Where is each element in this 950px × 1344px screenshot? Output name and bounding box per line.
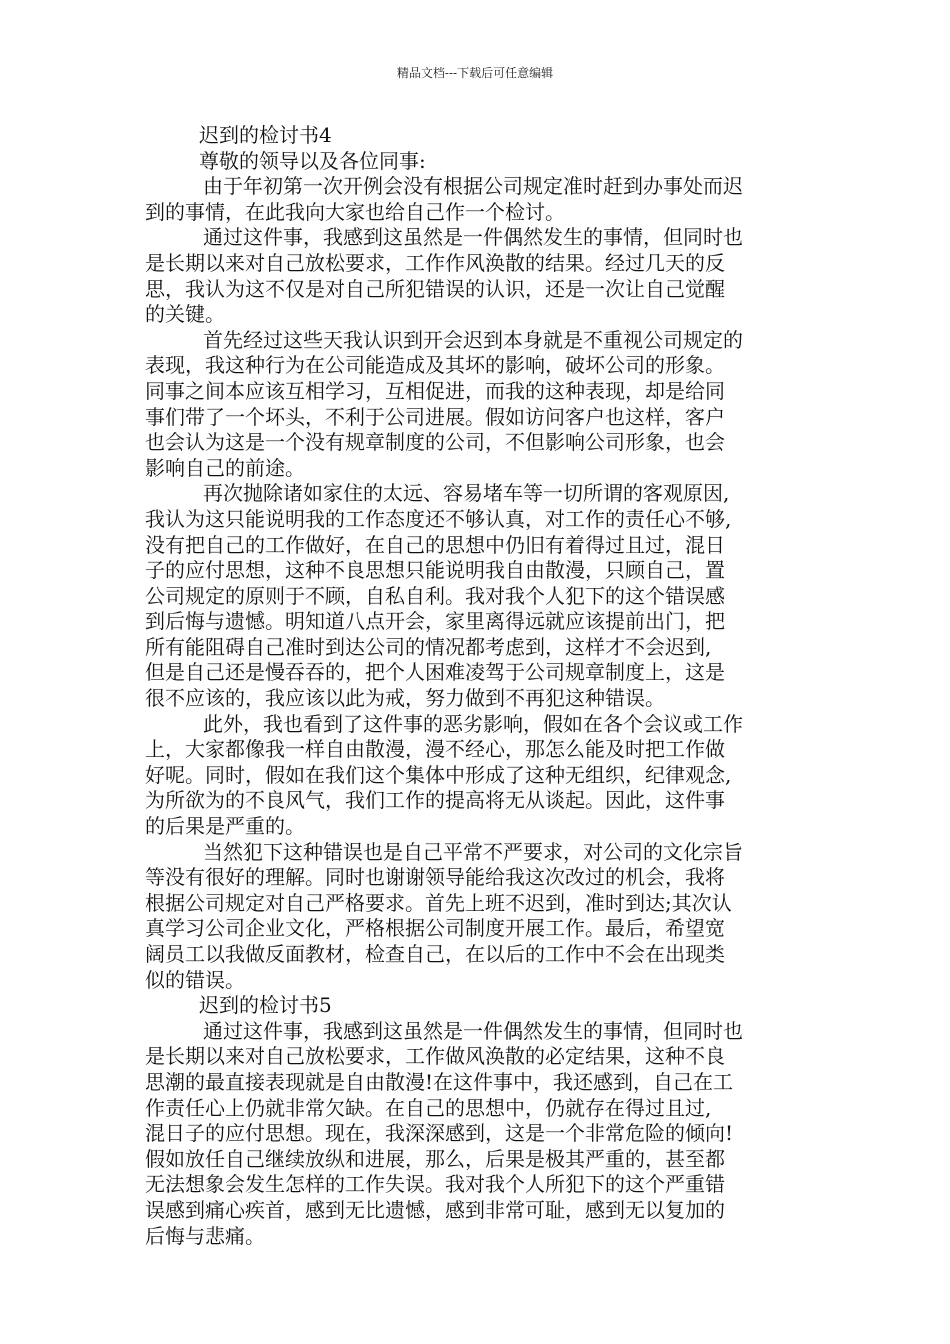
- body-text-line: 但是自己还是慢吞吞的，把个人困难凌驾于公司规章制度上，这是: [145, 660, 725, 685]
- page-header-watermark: 精品文档---下载后可任意编辑: [396, 66, 554, 80]
- body-text-line: 作责任心上仍就非常欠缺。在自己的思想中，仍就存在得过且过,: [145, 1095, 712, 1120]
- document-body: [145, 123, 810, 1249]
- body-text-line: 同事之间本应该互相学习，互相促进，而我的这种表现，却是给同: [145, 378, 725, 403]
- body-text-line: 根据公司规定对自己严格要求。首先上班不迟到，准时到达;其次认: [145, 890, 732, 915]
- body-text-line: 思潮的最直接表现就是自由散漫!在这件事中，我还感到，自己在工: [145, 1069, 734, 1094]
- body-text-line: 混日子的应付思想。现在，我深深感到，这是一个非常危险的倾向!: [145, 1121, 734, 1146]
- body-text-line: 也会认为这是一个没有规章制度的公司，不但影响公司形象，也会: [145, 430, 725, 455]
- body-text-line: 好呢。同时，假如在我们这个集体中形成了这种无组织，纪律观念,: [145, 762, 732, 787]
- body-text-line: 到的事情，在此我向大家也给自己作一个检讨。: [145, 199, 565, 224]
- body-text-line: 的关键。: [145, 302, 225, 327]
- body-text-line: 没有把自己的工作做好，在自己的思想中仍旧有着得过且过，混日: [145, 532, 725, 557]
- section-heading-line: 尊敬的领导以及各位同事:: [199, 148, 426, 173]
- body-text-line: 的后果是严重的。: [145, 814, 305, 839]
- body-text-line: 到后悔与遗憾。明知道八点开会，家里离得远就应该提前出门，把: [145, 609, 725, 634]
- body-text-line: 无法想象会发生怎样的工作失误。我对我个人所犯下的这个严重错: [145, 1172, 725, 1197]
- body-text-line: 后悔与悲痛。: [145, 1223, 265, 1248]
- body-text-line: 真学习公司企业文化，严格根据公司制度开展工作。最后，希望宽: [145, 916, 725, 941]
- body-text-line: 通过这件事，我感到这虽然是一件偶然发生的事情，但同时也: [203, 1018, 743, 1043]
- body-text-line: 表现，我这种行为在公司能造成及其坏的影响，破坏公司的形象。: [145, 353, 725, 378]
- body-text-line: 通过这件事，我感到这虽然是一件偶然发生的事情，但同时也: [203, 225, 743, 250]
- section-heading-line: 迟到的检讨书5: [199, 993, 332, 1018]
- body-text-line: 当然犯下这种错误也是自己平常不严要求，对公司的文化宗旨: [203, 839, 743, 864]
- section-heading-line: 迟到的检讨书4: [199, 123, 332, 147]
- body-text-line: 事们带了一个坏头，不利于公司进展。假如访问客户也这样，客户: [145, 404, 725, 429]
- body-text-line: 再次抛除诸如家住的太远、容易堵车等一切所谓的客观原因,: [203, 481, 730, 506]
- body-text-line: 误感到痛心疾首，感到无比遗憾，感到非常可耻，感到无以复加的: [145, 1197, 725, 1222]
- body-text-line: 我认为这只能说明我的工作态度还不够认真，对工作的责任心不够,: [145, 506, 732, 531]
- body-text-line: 公司规定的原则于不顾，自私自利。我对我个人犯下的这个错误感: [145, 583, 725, 608]
- body-text-line: 思，我认为这不仅是对自己所犯错误的认识，还是一次让自己觉醒: [145, 276, 725, 301]
- body-text-line: 此外，我也看到了这件事的恶劣影响，假如在各个会议或工作: [203, 711, 743, 736]
- body-text-line: 很不应该的，我应该以此为戒，努力做到不再犯这种错误。: [145, 686, 665, 711]
- body-text-line: 似的错误。: [145, 967, 245, 992]
- body-text-line: 阔员工以我做反面教材，检查自己，在以后的工作中不会在出现类: [145, 942, 725, 966]
- body-text-line: 子的应付思想，这种不良思想只能说明我自由散漫，只顾自己，置: [145, 558, 725, 583]
- body-text-line: 是长期以来对自己放松要求，工作做风涣散的必定结果，这种不良: [145, 1044, 725, 1069]
- body-text-line: 所有能阻碍自己准时到达公司的情况都考虑到，这样才不会迟到,: [145, 634, 712, 659]
- body-text-line: 首先经过这些天我认识到开会迟到本身就是不重视公司规定的: [203, 327, 743, 352]
- body-text-line: 等没有很好的理解。同时也谢谢领导能给我这次改过的机会，我将: [145, 865, 725, 890]
- body-text-line: 影响自己的前途。: [145, 455, 305, 480]
- body-text-line: 是长期以来对自己放松要求，工作作风涣散的结果。经过几天的反: [145, 250, 725, 275]
- body-text-line: 为所欲为的不良风气，我们工作的提高将无从谈起。因此，这件事: [145, 788, 725, 813]
- body-text-line: 由于年初第一次开例会没有根据公司规定准时赶到办事处而迟: [203, 174, 743, 199]
- body-text-line: 上，大家都像我一样自由散漫，漫不经心，那怎么能及时把工作做: [145, 737, 725, 762]
- body-text-line: 假如放任自己继续放纵和进展，那么，后果是极其严重的，甚至都: [145, 1146, 725, 1171]
